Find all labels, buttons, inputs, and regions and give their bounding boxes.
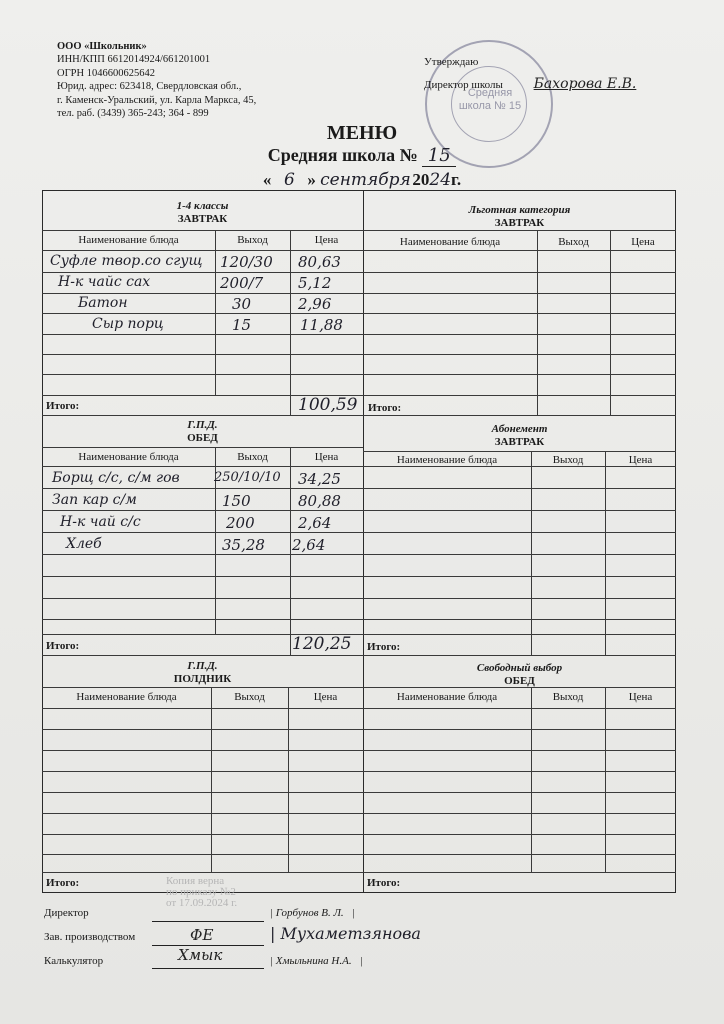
section-1-line1: 1-4 классы: [176, 200, 229, 212]
dish-output: 200/7: [220, 274, 264, 292]
production-label: Зав. производством: [44, 931, 136, 943]
total-label: Итого:: [46, 877, 80, 889]
section-3-line2: ОБЕД: [187, 432, 218, 444]
approver-signature-name: Бахорова Е.В.: [533, 76, 637, 92]
date-line: [0, 170, 724, 191]
org-ogrn: ОГРН 1046600625642: [57, 67, 155, 79]
dish-price: 80,63: [298, 253, 341, 271]
dish-output: 15: [232, 316, 252, 334]
section-total: 120,25: [292, 634, 352, 654]
page-title: МЕНЮ: [326, 122, 398, 144]
director-name-text: Горбунов В. Л.: [275, 907, 344, 919]
section-4-line2: ЗАВТРАК: [494, 436, 545, 448]
section-2-line1: Льготная категория: [468, 204, 571, 216]
date-close-quote: »: [307, 170, 316, 189]
section-2-line2: ЗАВТРАК: [494, 217, 545, 229]
section-1-line2: ЗАВТРАК: [177, 213, 228, 225]
org-inn-kpp: ИНН/КПП 6612014924/661201001: [57, 54, 211, 66]
school-number: 15: [422, 145, 456, 167]
faded-copy-stamp: [166, 876, 237, 909]
dish-price: 2,64: [292, 536, 326, 554]
dish-price: 80,88: [298, 492, 341, 510]
section-4-line1: Абонемент: [491, 423, 548, 435]
dish-price: 34,25: [298, 470, 341, 488]
dish-price: 2,96: [298, 295, 332, 313]
col-header-name: Наименование блюда: [399, 236, 501, 248]
total-label: Итого:: [367, 877, 401, 889]
stamp-text: Средняя школа № 15: [458, 87, 522, 112]
school-line: [0, 145, 724, 167]
org-name: ООО «Школьник»: [57, 41, 147, 52]
approve-label: Утверждаю: [424, 56, 479, 68]
col-header-name: Наименование блюда: [78, 451, 179, 463]
dish-name: Сыр порц: [92, 316, 164, 332]
dish-output: 150: [222, 492, 251, 510]
col-header-name: Наименование блюда: [76, 691, 177, 703]
date-month: сентября: [320, 170, 411, 190]
section-total: 100,59: [298, 395, 358, 415]
dish-price: 11,88: [300, 316, 343, 334]
dish-name: Суфле твор.со сгущ: [50, 253, 203, 269]
dish-output: 250/10/10: [214, 470, 281, 485]
dish-price: 5,12: [298, 274, 332, 292]
total-label: Итого:: [368, 402, 402, 414]
calculator-name: | Хмыльнина Н.А. |: [270, 955, 363, 967]
date-year-prefix: 20: [412, 170, 430, 189]
calculator-signature: Хмык: [178, 946, 223, 964]
total-label: Итого:: [46, 400, 80, 412]
section-3-line1: Г.П.Д.: [187, 419, 218, 431]
director-label: Директор: [44, 907, 89, 919]
col-header-name: Наименование блюда: [396, 454, 498, 466]
dish-name: Н-к чайс сах: [58, 274, 151, 290]
col-header-name: Наименование блюда: [396, 691, 498, 703]
faded-line-3: от 17.09.2024 г.: [166, 897, 238, 909]
faded-line-1: Копия верна: [166, 875, 225, 887]
total-label: Итого:: [46, 640, 80, 652]
col-header-price: Цена: [631, 236, 655, 248]
dish-output: 200: [226, 514, 255, 532]
dish-name: Батон: [78, 295, 128, 311]
col-header-price: Цена: [314, 234, 339, 246]
calculator-label: Калькулятор: [44, 955, 104, 967]
col-header-output: Выход: [237, 451, 268, 463]
dish-price: 2,64: [298, 514, 332, 532]
col-header-price: Цена: [313, 691, 338, 703]
date-open-quote: «: [262, 170, 272, 189]
faded-line-2: по приказу №2: [166, 886, 236, 898]
director-name: | Горбунов В. Л. |: [270, 907, 355, 919]
section-free-choice-lunch-title: [363, 662, 676, 688]
col-header-output: Выход: [237, 234, 268, 246]
approval-block: [424, 44, 636, 117]
dish-name: Борщ с/с, с/м гов: [52, 470, 180, 486]
section-1-4-breakfast-title: [42, 200, 363, 226]
table-center-divider: [363, 190, 364, 893]
section-6-line1: Свободный выбор: [476, 662, 563, 674]
dish-output: 120/30: [220, 253, 273, 271]
col-header-price: Цена: [628, 691, 653, 703]
school-label: Средняя школа №: [267, 145, 418, 165]
production-name-text: Мухаметзянова: [280, 924, 421, 943]
col-header-price: Цена: [628, 454, 653, 466]
section-gpd-lunch-title: [42, 419, 363, 445]
section-6-line2: ОБЕД: [504, 675, 535, 687]
dish-output: 35,28: [222, 536, 265, 554]
date-day: 6: [271, 170, 307, 191]
dish-name: Хлеб: [66, 536, 102, 552]
org-address-1: Юрид. адрес: 623418, Свердловская обл.,: [57, 81, 242, 93]
col-header-price: Цена: [314, 451, 339, 463]
col-header-output: Выход: [552, 691, 584, 703]
col-header-output: Выход: [552, 454, 584, 466]
director-school-label: Директор школы: [424, 79, 503, 91]
section-benefit-breakfast-title: [363, 204, 676, 230]
date-year-suffix: 24: [429, 170, 452, 190]
col-header-name: Наименование блюда: [78, 234, 179, 246]
section-gpd-snack-title: [42, 660, 363, 686]
col-header-output: Выход: [234, 691, 265, 703]
org-address-2: г. Каменск-Уральский, ул. Карла Маркса, 45,: [57, 94, 257, 106]
dish-name: Н-к чай с/с: [60, 514, 141, 530]
dish-name: Зап кар с/м: [52, 492, 137, 508]
menu-table: [42, 190, 676, 893]
production-signature: ФЕ: [190, 926, 214, 944]
date-suffix: г.: [451, 170, 462, 189]
calculator-name-text: Хмыльнина Н.А.: [275, 955, 352, 967]
section-subscription-breakfast-title: [363, 423, 676, 449]
section-5-line2: ПОЛДНИК: [173, 673, 232, 685]
total-label: Итого:: [367, 641, 401, 653]
organization-header: [57, 40, 256, 120]
section-5-line1: Г.П.Д.: [187, 660, 218, 672]
org-phone: тел. раб. (3439) 365-243; 364 - 899: [57, 108, 209, 120]
col-header-output: Выход: [558, 236, 589, 248]
dish-output: 30: [232, 295, 252, 313]
production-name: | Мухаметзянова: [270, 924, 421, 943]
